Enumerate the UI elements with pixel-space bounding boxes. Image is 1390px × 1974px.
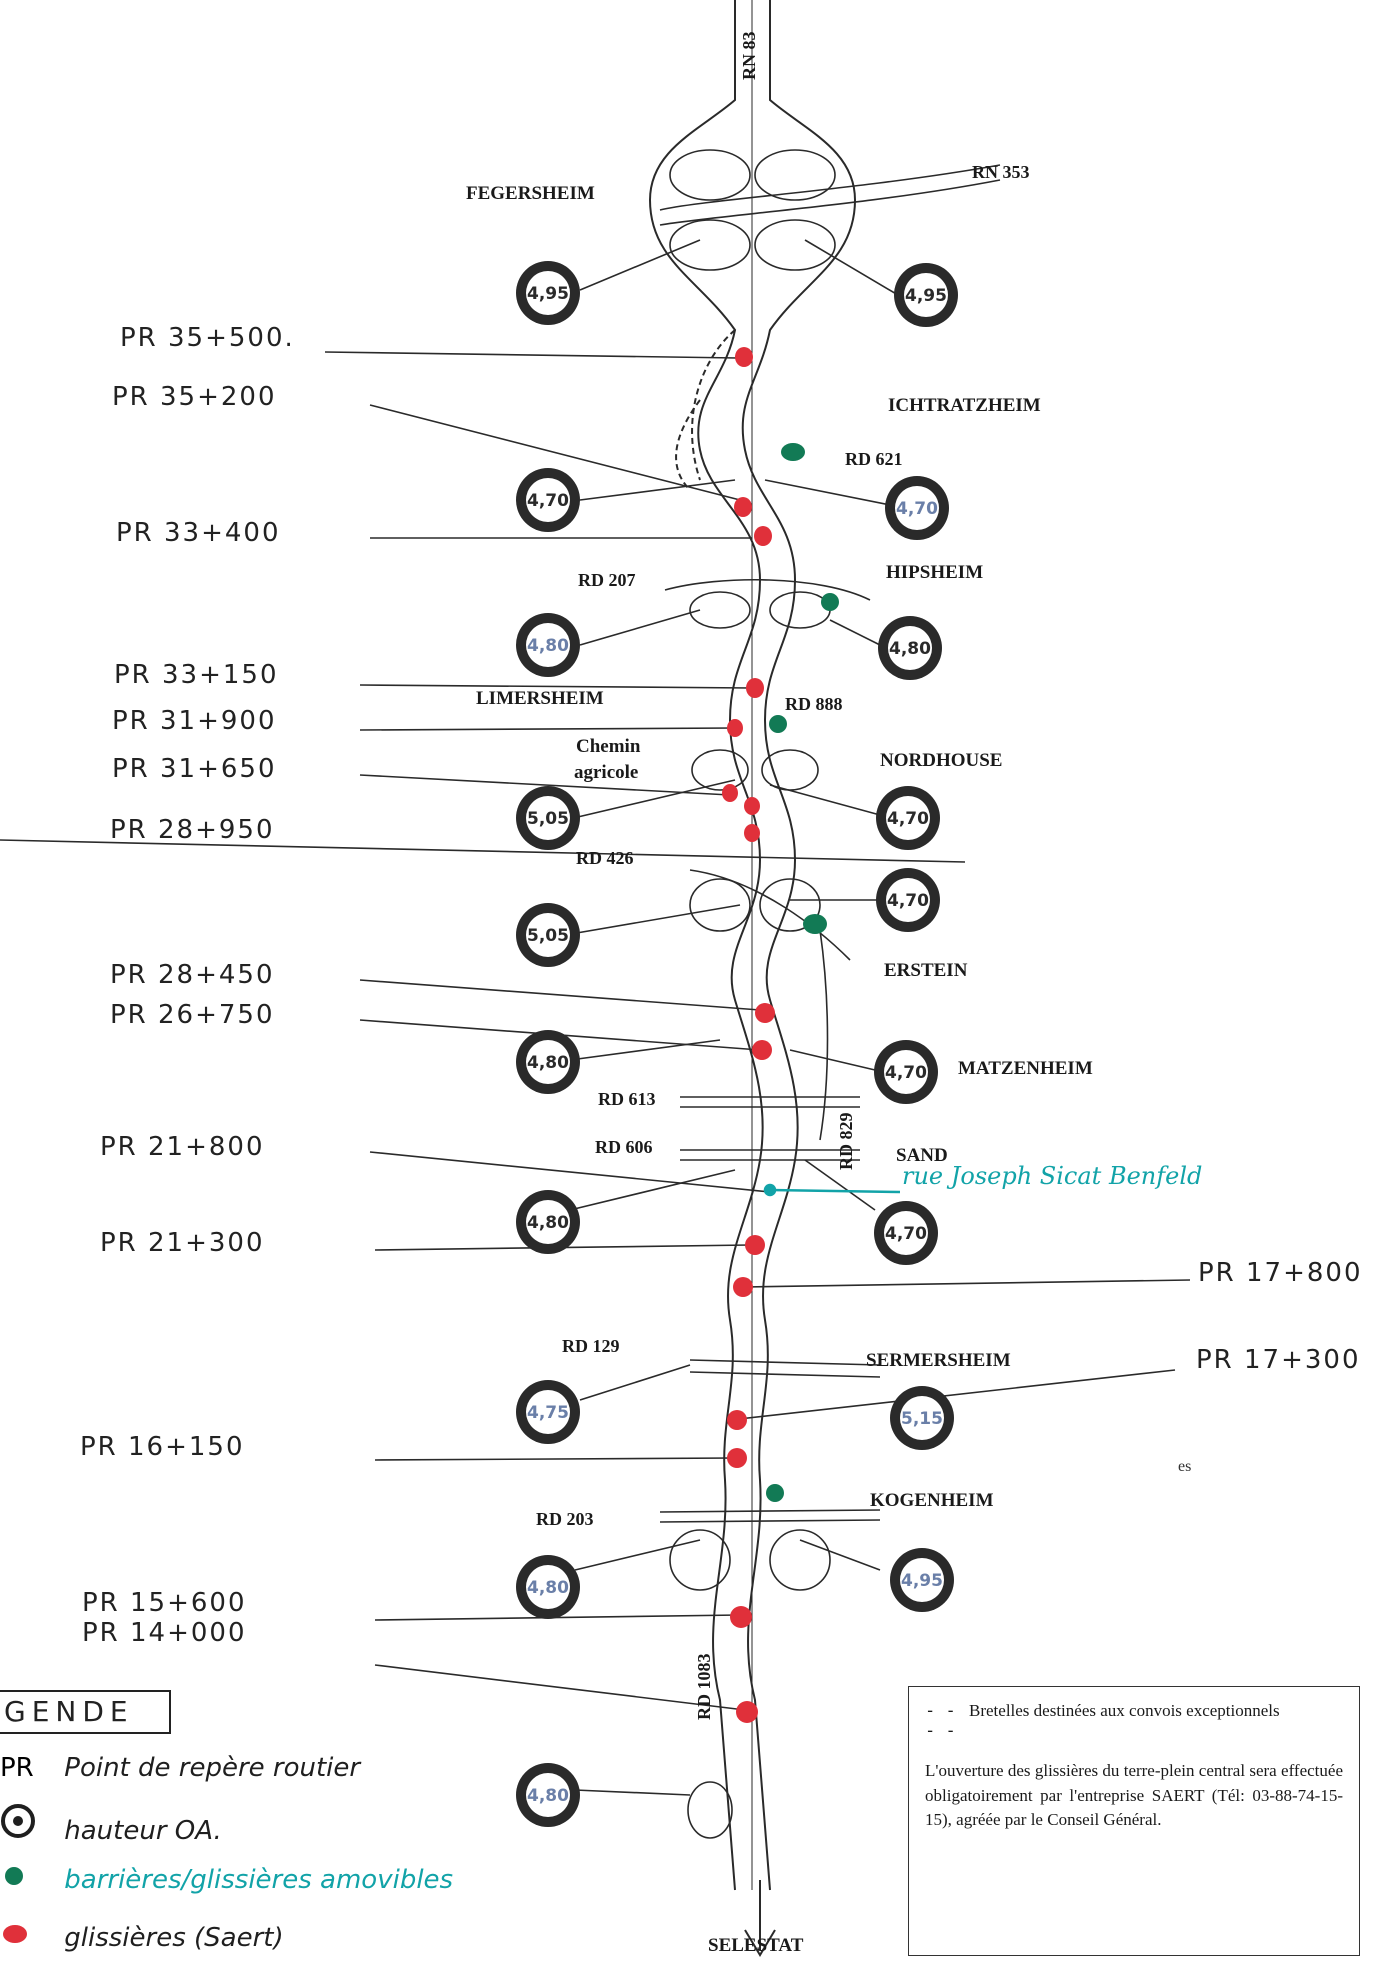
red-marker [733,1277,753,1297]
red-marker [730,1606,752,1628]
pr-label: PR 17+800 [1198,1258,1363,1288]
sand-note-pointer [765,1185,900,1195]
place-kogenheim: KOGENHEIM [870,1490,994,1511]
green-markers [766,443,839,1502]
clearance-badge [874,1040,938,1104]
legend-text: hauteur OA. [64,1816,222,1846]
road-label-rd426: RD 426 [576,848,634,868]
pr-label: PR 28+950 [110,815,275,845]
clearance-badge [876,868,940,932]
road-label-rd207: RD 207 [578,570,636,590]
pr-label: PR 35+500. [120,323,295,353]
clearance-badge [516,1190,580,1254]
clearance-circle-icon [0,1803,56,1846]
road-label-rd1083: RD 1083 [694,1653,714,1720]
svg-text:4,95: 4,95 [901,1571,943,1591]
place-limersheim: LIMERSHEIM [476,688,604,709]
legend-row-amovible [0,1860,453,1895]
red-dot-icon [0,1918,56,1953]
legend-row-glissieres [0,1918,284,1953]
pr-label: PR 14+000 [82,1618,247,1648]
pr-label: PR 26+750 [110,1000,275,1030]
red-marker [736,1701,758,1723]
legend-key-pr: PR [0,1753,34,1783]
svg-text:4,95: 4,95 [905,286,947,306]
red-marker [744,797,760,815]
clearance-badge [516,786,580,850]
road-label-rn83: RN 83 [739,31,759,80]
svg-text:4,70: 4,70 [885,1224,927,1244]
red-marker [727,1448,747,1468]
road-label-rd829: RD 829 [836,1112,856,1170]
legend-title: GENDE [0,1690,171,1734]
svg-text:4,80: 4,80 [527,1786,569,1806]
legend-text: Point de repère routier [64,1753,361,1783]
chemin-agricole-line1: Chemin [576,736,641,757]
clearance-badge [516,468,580,532]
pr-label: PR 21+300 [100,1228,265,1258]
clearance-badge [516,613,580,677]
svg-text:4,95: 4,95 [527,284,569,304]
red-marker [735,347,753,367]
red-marker [727,719,743,737]
pr-label: PR 35+200 [112,382,277,412]
info-dash-row [925,1701,1343,1741]
pr-label: PR 33+150 [114,660,279,690]
clearance-badge [516,1030,580,1094]
clearance-badges [516,261,958,1827]
stray-text: es [1178,1458,1192,1475]
clearance-badge [885,476,949,540]
sand-note: rue Joseph Sicat Benfeld [902,1162,1203,1190]
place-sand: SAND [896,1145,948,1166]
svg-text:4,70: 4,70 [896,499,938,519]
chemin-agricole-line2: agricole [574,762,639,783]
red-marker [746,678,764,698]
clearance-badge [516,261,580,325]
teal-dot-icon [0,1860,56,1895]
red-markers [722,347,775,1723]
road-label-rd888: RD 888 [785,694,843,714]
svg-text:5,05: 5,05 [527,809,569,829]
svg-text:4,80: 4,80 [889,639,931,659]
svg-text:4,75: 4,75 [527,1403,569,1423]
pr-label: PR 31+650 [112,754,277,784]
svg-text:4,80: 4,80 [527,636,569,656]
svg-text:4,80: 4,80 [527,1213,569,1233]
info-box [908,1686,1360,1956]
red-marker [727,1410,747,1430]
red-marker [755,1003,775,1023]
clearance-badge [516,1555,580,1619]
clearance-badge [516,1763,580,1827]
info-dash-label: Bretelles destinées aux convois exceptionnels [969,1701,1280,1720]
green-marker [766,1484,784,1502]
pr-label: PR 15+600 [82,1588,247,1618]
legend-text: glissières (Saert) [64,1923,284,1953]
pr-label: PR 31+900 [112,706,277,736]
red-marker [722,784,738,802]
clearance-badge [890,1386,954,1450]
clearance-badge [894,263,958,327]
red-marker [745,1235,765,1255]
green-marker [781,443,805,461]
pr-label: PR 33+400 [116,518,281,548]
red-marker [754,526,772,546]
pr-label: PR 28+450 [110,960,275,990]
pr-label: PR 16+150 [80,1432,245,1462]
place-selestat: SELESTAT [708,1935,804,1956]
red-marker [752,1040,772,1060]
road-label-rn353: RN 353 [972,162,1030,182]
highway-rn83 [650,0,855,1955]
legend-row-pr [0,1753,360,1783]
green-marker [803,914,827,934]
place-matzenheim: MATZENHEIM [958,1058,1093,1079]
svg-text:4,70: 4,70 [527,491,569,511]
legend-row-clearance [0,1803,222,1846]
clearance-badge [890,1548,954,1612]
svg-text:5,15: 5,15 [901,1409,943,1429]
svg-text:4,70: 4,70 [887,809,929,829]
road-label-rd129: RD 129 [562,1336,620,1356]
green-marker [769,715,787,733]
clearance-badge [876,786,940,850]
svg-text:5,05: 5,05 [527,926,569,946]
road-label-rd606: RD 606 [595,1137,653,1157]
clearance-badge [878,616,942,680]
svg-text:4,80: 4,80 [527,1578,569,1598]
red-marker [744,824,760,842]
place-sermersheim: SERMERSHEIM [866,1350,1011,1371]
green-marker [821,593,839,611]
dashed-line-icon: - - - - [925,1701,956,1741]
clearance-badge [516,1380,580,1444]
pr-label: PR 21+800 [100,1132,265,1162]
place-nordhouse: NORDHOUSE [880,750,1003,771]
red-marker [734,497,752,517]
legend-text: barrières/glissières amovibles [64,1865,454,1895]
svg-text:4,70: 4,70 [885,1063,927,1083]
pr-leader-lines [0,352,1190,1710]
clearance-leader-lines [565,240,898,1795]
pr-label: PR 17+300 [1196,1345,1361,1375]
clearance-badge [516,903,580,967]
road-label-rd613: RD 613 [598,1089,656,1109]
place-hipsheim: HIPSHEIM [886,562,984,583]
road-label-rd203: RD 203 [536,1509,594,1529]
info-body: L'ouverture des glissières du terre-plein central sera effectuée obligatoirement par l'entreprise SAERT (Tél: 03-88-74-15-15), agréée par le Conseil Général. [925,1761,1343,1830]
road-label-rd621: RD 621 [845,449,903,469]
svg-text:4,80: 4,80 [527,1053,569,1073]
place-erstein: ERSTEIN [884,960,968,981]
place-fegersheim: FEGERSHEIM [466,183,595,204]
clearance-badge [874,1201,938,1265]
place-ichtratzheim: ICHTRATZHEIM [888,395,1041,416]
svg-text:4,70: 4,70 [887,891,929,911]
